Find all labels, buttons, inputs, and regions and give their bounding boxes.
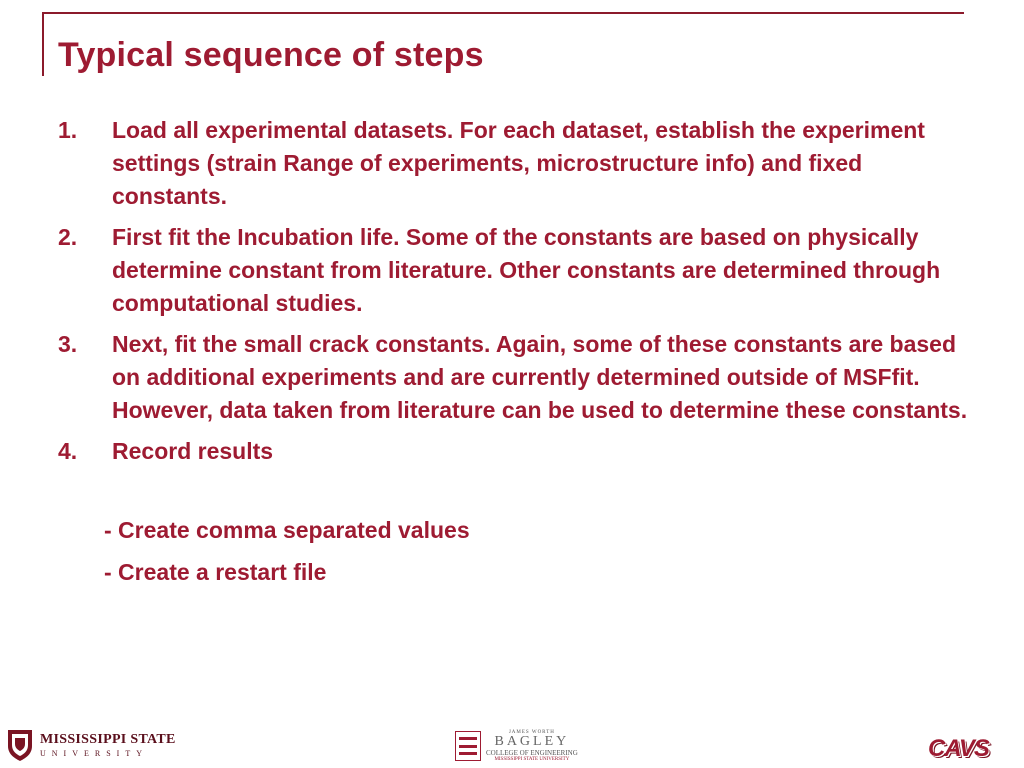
bagley-college: COLLEGE OF ENGINEERING: [486, 749, 578, 757]
bagley-msu: MISSISSIPPI STATE UNIVERSITY: [494, 757, 570, 762]
subitem-csv: - Create comma separated values: [104, 517, 470, 543]
subitem-restart: - Create a restart file: [104, 559, 327, 585]
msu-name: MISSISSIPPI STATE: [40, 732, 176, 747]
list-item: [58, 221, 978, 320]
step-text: Record results: [112, 438, 274, 464]
step-number: 3.: [58, 331, 78, 357]
msu-logo: [6, 728, 176, 762]
msu-university: UNIVERSITY: [40, 749, 148, 758]
bagley-emblem-icon: [455, 731, 481, 761]
steps-list: [58, 114, 978, 476]
bagley-name: BAGLEY: [494, 734, 570, 749]
step-text: First fit the Incubation life. Some of the constants are based on physically determine constant from literature. Other constants are determined through computational studies.: [112, 224, 941, 316]
step-text: Next, fit the small crack constants. Again, some of these constants are based on additional experiments and are currently determined outside of MSFfit. However, data taken from literature can be used to determine these constants.: [112, 331, 968, 423]
bagley-logo: [455, 730, 578, 762]
list-item: [58, 114, 978, 213]
list-item: [58, 435, 978, 468]
slide-title: Typical sequence of steps: [58, 36, 484, 74]
step-number: 1.: [58, 117, 78, 143]
step-number: 2.: [58, 224, 78, 250]
step-text: Load all experimental datasets. For each dataset, establish the experiment settings (strain Range of experiments, microstructure info) and fixed constants.: [112, 117, 925, 209]
cavs-logo: CAVS: [928, 735, 989, 762]
frame-top-rule: [44, 12, 964, 14]
frame-left-rule: [42, 12, 44, 76]
list-item: [58, 328, 978, 427]
bagley-top-text: JAMES WORTH: [508, 730, 555, 735]
msu-shield-icon: [6, 728, 34, 762]
step-number: 4.: [58, 438, 78, 464]
